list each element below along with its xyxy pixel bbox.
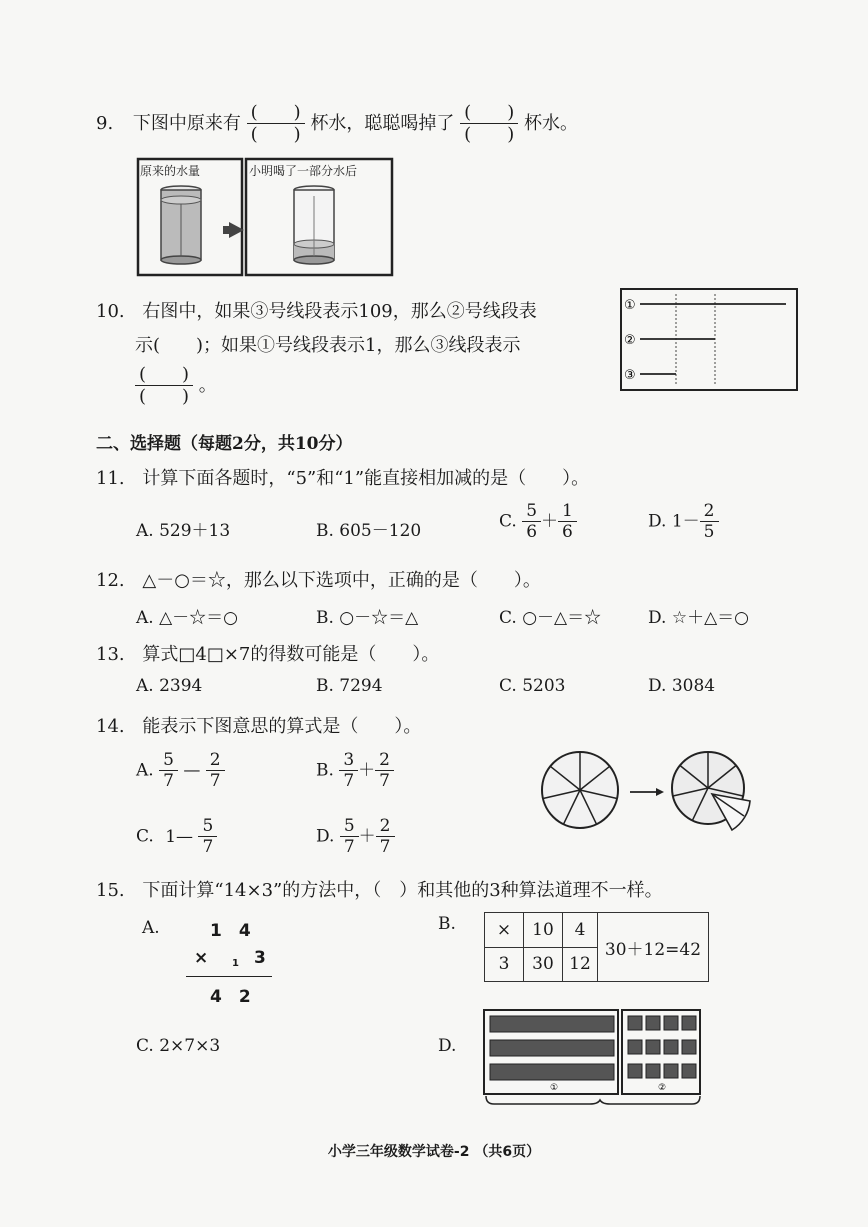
circle-seven-parts-plus-two	[672, 752, 750, 830]
mult-line	[186, 976, 272, 977]
table-cell: 30	[524, 947, 563, 982]
mult-row-2: 3	[254, 948, 266, 968]
expr-pre: 1－	[671, 511, 700, 532]
numerator: 5	[159, 752, 178, 771]
q10-blank-fraction[interactable]	[135, 366, 193, 406]
table-cell: ×	[485, 913, 524, 948]
arrow-icon	[630, 788, 664, 796]
option-label: C.	[499, 511, 517, 532]
q9-blank-fraction-1[interactable]	[247, 104, 305, 144]
q9-blank-fraction-2[interactable]	[460, 104, 518, 144]
q9-stem	[96, 104, 578, 144]
q12-option-b[interactable]: B. ○－☆＝△	[316, 608, 419, 628]
q10-end-punct: 。	[198, 375, 217, 396]
block-label-2: ②	[658, 1083, 667, 1093]
question-number: 15.	[96, 880, 125, 901]
q15-blocks-figure	[482, 1008, 718, 1106]
option-label: C.	[136, 826, 154, 847]
page-footer: 小学三年级数学试卷-2 （共6页）	[327, 1144, 541, 1160]
q15-stem	[96, 876, 663, 902]
blank-denominator: ( )	[464, 124, 515, 145]
q10-text-1: 右图中，如果③号线段表示109，那么②号线段表	[142, 301, 537, 322]
q14-circles-figure	[540, 748, 760, 838]
circle-seven-parts	[542, 752, 618, 828]
denominator: 6	[562, 522, 573, 542]
numerator: 5	[198, 818, 217, 837]
q11-text: 计算下面各题时，“5”和“1”能直接相加减的是（ ）。	[142, 468, 590, 489]
denominator: 7	[202, 837, 214, 857]
section-title: 二、选择题（每题2分，共10分）	[96, 434, 353, 454]
denominator: 7	[379, 837, 391, 857]
q11-option-c[interactable]	[499, 503, 577, 541]
q14-text: 能表示下图意思的算式是（ ）。	[142, 716, 422, 737]
block-label-1: ①	[550, 1083, 559, 1093]
segment-label-1: ①	[624, 298, 636, 313]
q14-option-a[interactable]	[136, 752, 225, 790]
q12-option-a[interactable]: A. △－☆＝○	[136, 608, 238, 628]
blank-denominator: ( )	[250, 124, 301, 145]
q13-stem	[96, 640, 439, 666]
segment-label-2: ②	[624, 333, 636, 348]
numerator: 2	[375, 752, 394, 771]
q11-stem	[96, 464, 589, 490]
question-number: 14.	[96, 716, 125, 737]
question-number: 11.	[96, 468, 125, 489]
denominator: 7	[343, 771, 355, 791]
q15-text: 下面计算“14×3”的方法中，（ ）和其他的3种算法道理不一样。	[142, 880, 663, 901]
q10-segments-figure	[620, 288, 800, 392]
q13-option-a[interactable]: A. 2394	[136, 676, 203, 696]
operator: —	[183, 760, 201, 781]
q11-option-b[interactable]: B. 605－120	[316, 521, 422, 541]
q13-option-b[interactable]: B. 7294	[316, 676, 383, 696]
q13-option-d[interactable]: D. 3084	[648, 676, 716, 696]
option-label: B.	[316, 760, 334, 781]
question-number: 10.	[96, 301, 125, 322]
q12-text: △－○＝☆，那么以下选项中，正确的是（ ）。	[142, 570, 541, 591]
carry-digit: 1	[232, 958, 239, 969]
denominator: 7	[209, 771, 221, 791]
q9-panel2-label: 小明喝了一部分水后	[249, 164, 358, 178]
q10-line1	[96, 297, 537, 323]
mult-row-3: 4 2	[210, 987, 251, 1007]
q14-option-b[interactable]	[316, 752, 394, 790]
times-sign: ×	[194, 948, 209, 968]
expr-pre: 1—	[165, 826, 194, 847]
table-cell: 4	[563, 913, 598, 948]
q10-line2: 示( )；如果①号线段表示1，那么③线段表示	[135, 335, 521, 356]
option-label: D.	[316, 826, 335, 847]
q13-text: 算式□4□×7的得数可能是（ ）。	[142, 644, 440, 665]
q12-option-d[interactable]: D. ☆＋△＝○	[648, 608, 749, 628]
numerator: 5	[522, 503, 541, 522]
q11-option-a[interactable]: A. 529＋13	[136, 521, 231, 541]
denominator: 6	[526, 522, 538, 542]
q12-option-c[interactable]: C. ○－△＝☆	[499, 608, 602, 628]
option-label: D.	[648, 511, 667, 532]
blank-numerator: ( )	[247, 104, 305, 124]
numerator: 2	[376, 818, 395, 837]
question-number: 9.	[96, 113, 114, 134]
q15-option-c[interactable]: C. 2×7×3	[136, 1036, 221, 1056]
q12-stem	[96, 566, 541, 592]
question-number: 13.	[96, 644, 125, 665]
denominator: 7	[343, 837, 355, 857]
q10-answer-fraction	[135, 366, 217, 406]
numerator: 3	[339, 752, 358, 771]
denominator: 5	[703, 522, 715, 542]
option-label: A.	[136, 760, 154, 781]
q15-vertical-multiplication	[186, 916, 272, 1008]
q9-text-pre: 下图中原来有	[132, 113, 241, 134]
blank-numerator: ( )	[460, 104, 518, 124]
q15-option-a-label[interactable]: A.	[142, 918, 160, 938]
operator: ＋	[358, 826, 376, 847]
table-cell: 3	[485, 947, 524, 982]
table-result-cell: 30＋12=42	[598, 913, 709, 982]
q15-option-b-table	[484, 912, 709, 982]
q9-panel1-label: 原来的水量	[140, 164, 201, 178]
numerator: 2	[700, 503, 719, 522]
denominator: 7	[163, 771, 174, 791]
q14-option-c[interactable]	[136, 818, 217, 856]
numerator: 1	[558, 503, 577, 522]
segment-label-3: ③	[624, 368, 636, 383]
q15-option-d-label[interactable]: D.	[438, 1036, 457, 1056]
denominator: 7	[379, 771, 390, 791]
question-number: 12.	[96, 570, 125, 591]
blank-denominator: ( )	[139, 386, 190, 407]
numerator: 2	[206, 752, 225, 771]
q13-option-c[interactable]: C. 5203	[499, 676, 566, 696]
operator: ＋	[358, 760, 376, 781]
q9-text-mid: 杯水，聪聪喝掉了	[310, 113, 455, 134]
q14-option-d[interactable]	[316, 818, 395, 856]
q11-option-d[interactable]	[648, 503, 719, 541]
q14-stem	[96, 712, 421, 738]
numerator: 5	[340, 818, 359, 837]
operator: ＋	[541, 511, 559, 532]
q15-option-b-label[interactable]: B.	[438, 914, 456, 934]
table-cell: 10	[524, 913, 563, 948]
q9-text-post: 杯水。	[523, 113, 578, 134]
blank-numerator: ( )	[135, 366, 193, 386]
mult-row-1: 1 4	[210, 921, 251, 941]
table-cell: 12	[563, 947, 598, 982]
